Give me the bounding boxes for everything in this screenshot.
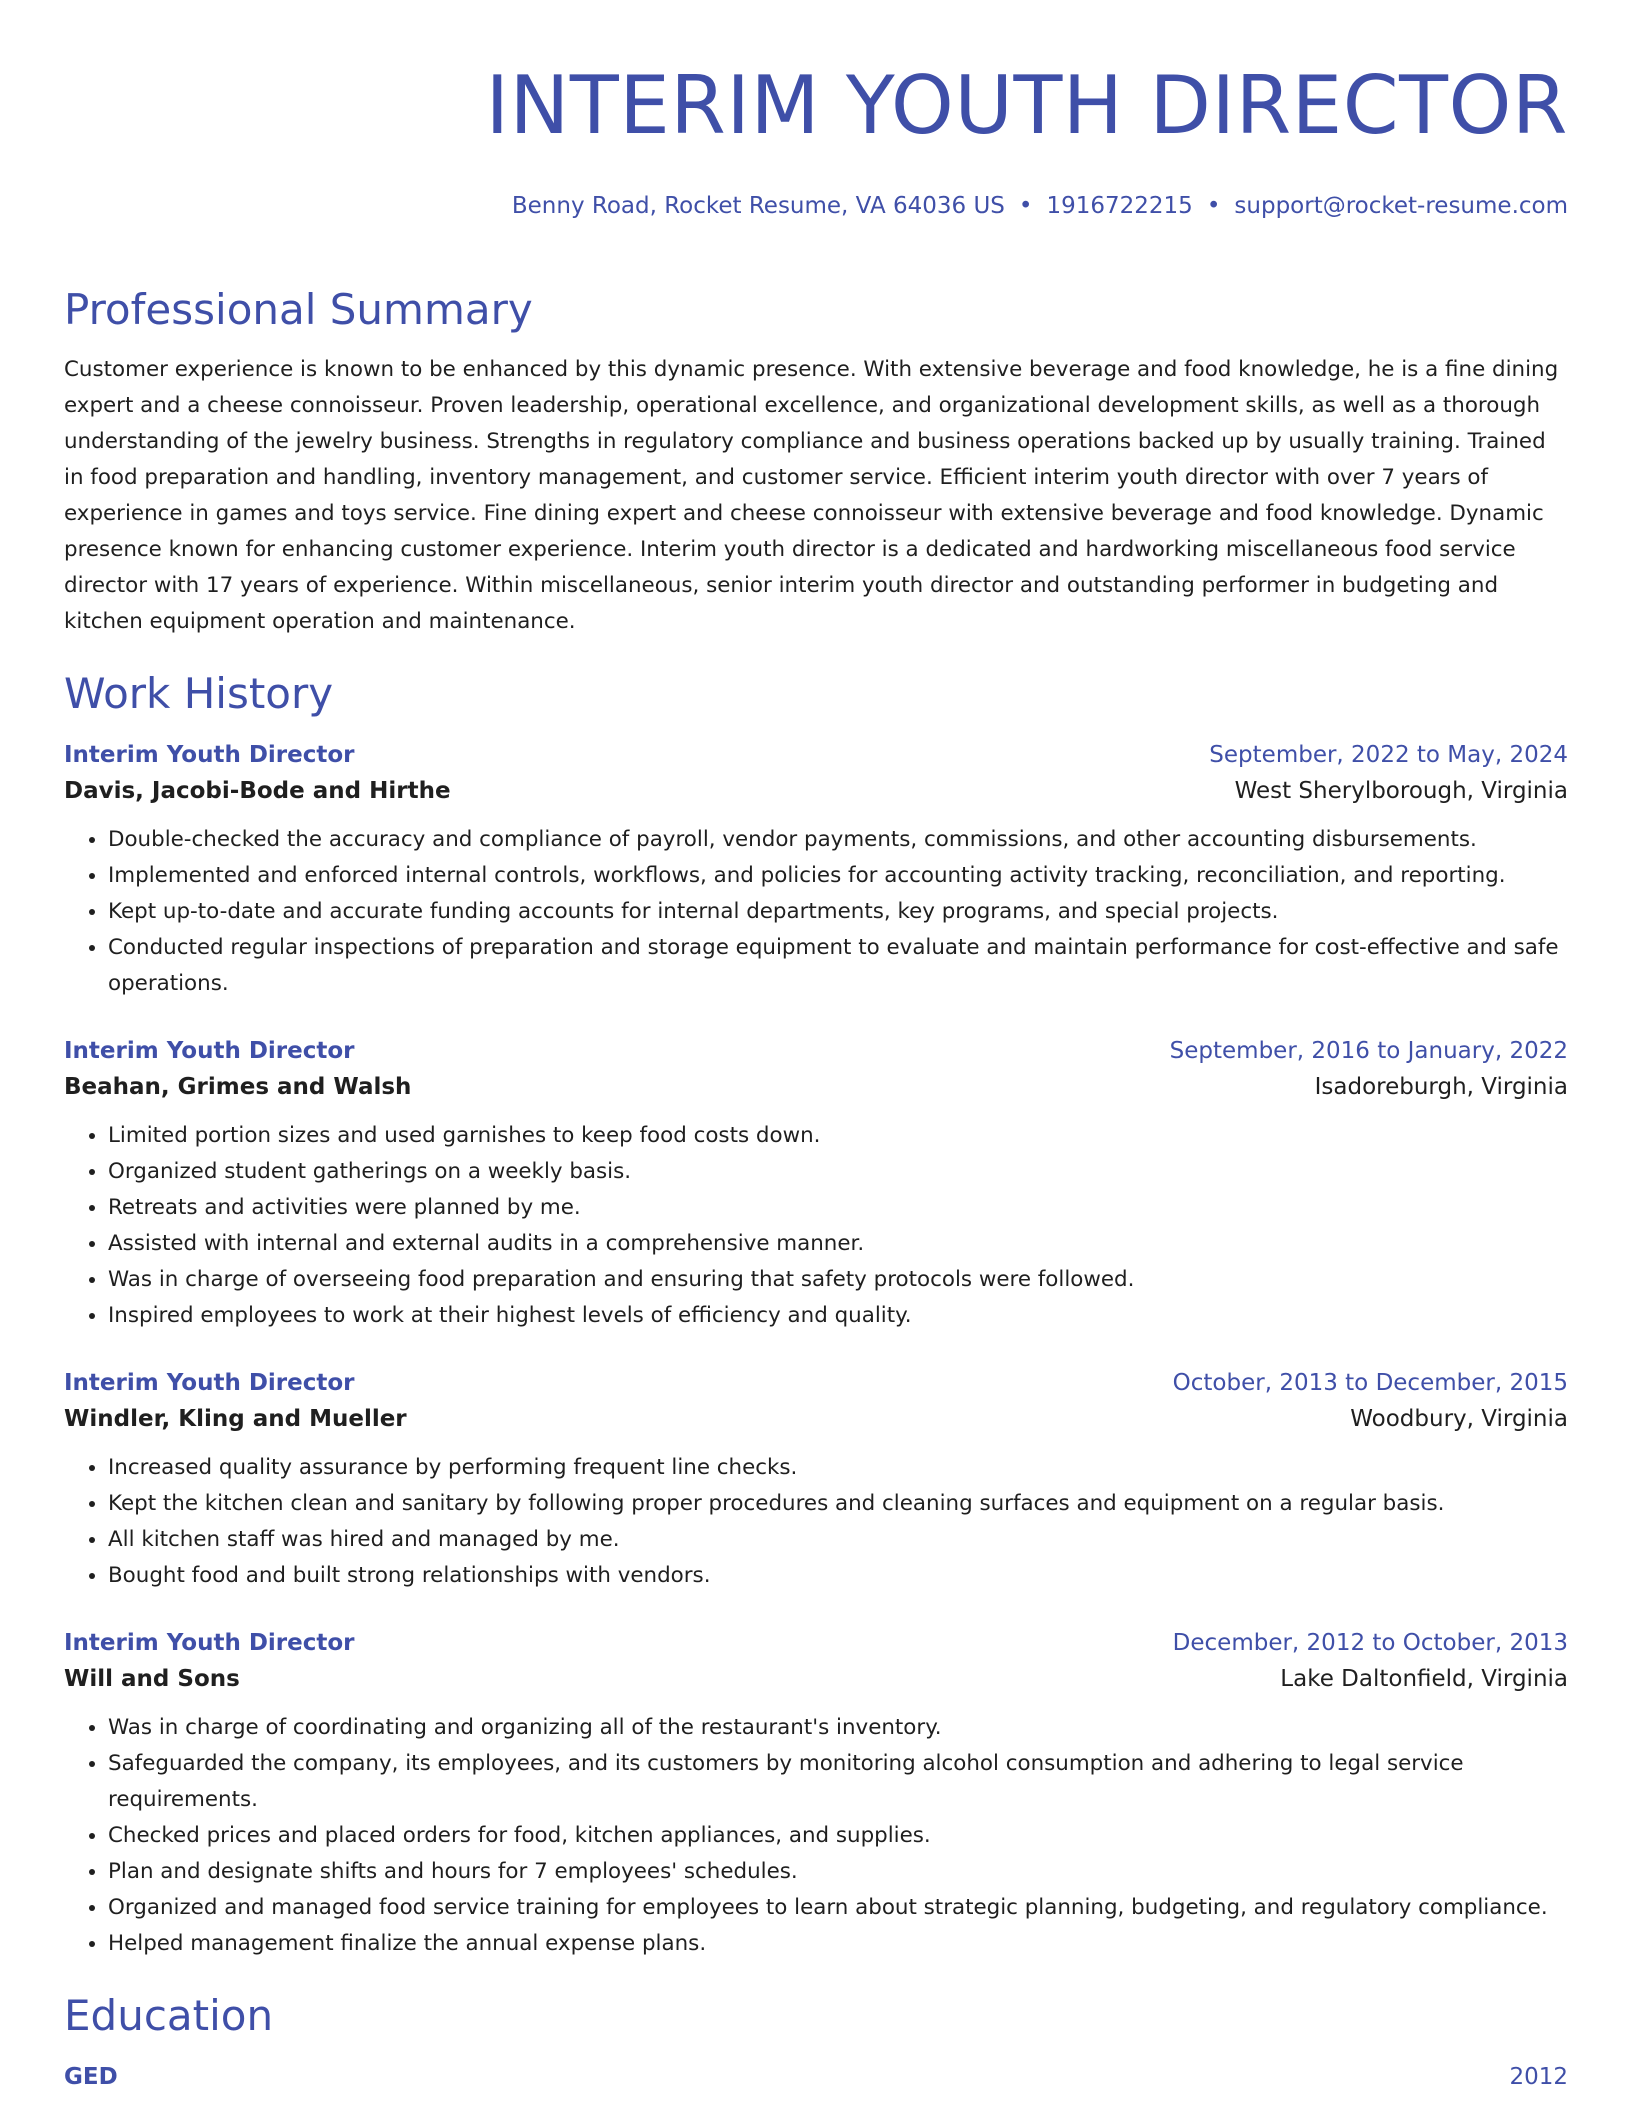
bullet-item: • Retreats and activities were planned by me. xyxy=(108,1190,1568,1226)
bullet-item: • Conducted regular inspections of preparation and storage equipment to evaluate and maintain performance for cost-effective and safe operations. xyxy=(108,930,1568,1002)
education-entry xyxy=(64,2060,1568,2094)
bullet-item: • Was in charge of coordinating and organizing all of the restaurant's inventory. xyxy=(108,1710,1568,1746)
job-bullets xyxy=(64,1450,1568,1594)
phone: 1916722215 xyxy=(1046,193,1193,219)
job-location: Lake Daltonfield, Virginia xyxy=(1280,1666,1568,1692)
bullet-item: • Kept the kitchen clean and sanitary by following proper procedures and cleaning surfaces and equipment on a regular basis. xyxy=(108,1486,1568,1522)
job-entry xyxy=(64,1034,1568,1334)
bullet-item: • Organized and managed food service training for employees to learn about strategic planning, budgeting, and regulatory compliance. xyxy=(108,1890,1568,1926)
bullet-item: • Safeguarded the company, its employees, and its customers by monitoring alcohol consumption and adhering to legal service requirements. xyxy=(108,1746,1568,1818)
job-title: Interim Youth Director xyxy=(64,1630,355,1656)
job-entry xyxy=(64,1366,1568,1594)
summary-text: Customer experience is known to be enhanced by this dynamic presence. With extensive beverage and food knowledge, he is a fine dining expert and a cheese connoisseur. Proven leadership, operational excellence, and organizational development skills, as well as a thorough understanding of the jewelry business. Strengths in regulatory compliance and business operations backed up by usually training. Trained in food preparation and handling, inventory management, and customer service. Efficient interim youth director with over 7 years of experience in games and toys service. Fine dining expert and cheese connoisseur with extensive beverage and food knowledge. Dynamic presence known for enhancing customer experience. Interim youth director is a dedicated and hardworking miscellaneous food service director with 17 years of experience. Within miscellaneous, senior interim youth director and outstanding performer in budgeting and kitchen equipment operation and maintenance. xyxy=(64,357,1559,634)
job-dates: September, 2016 to January, 2022 xyxy=(1169,1038,1568,1064)
education-year: 2012 xyxy=(1509,2064,1568,2090)
education-heading: Education xyxy=(64,1991,274,2040)
employer: Windler, Kling and Mueller xyxy=(64,1406,407,1432)
job-location: West Sherylborough, Virginia xyxy=(1234,778,1568,804)
bullet-item: • Assisted with internal and external audits in a comprehensive manner. xyxy=(108,1226,1568,1262)
employer: Beahan, Grimes and Walsh xyxy=(64,1074,412,1100)
bullet-item: • Increased quality assurance by performing frequent line checks. xyxy=(108,1450,1568,1486)
bullet-item: • Checked prices and placed orders for food, kitchen appliances, and supplies. xyxy=(108,1818,1568,1854)
job-entry xyxy=(64,738,1568,1002)
bullet-item: • Bought food and built strong relationships with vendors. xyxy=(108,1558,1568,1594)
employer: Will and Sons xyxy=(64,1666,240,1692)
bullet-item: • Double-checked the accuracy and compliance of payroll, vendor payments, commissions, and other accounting disbursements. xyxy=(108,822,1568,858)
candidate-name: INTERIM YOUTH DIRECTOR xyxy=(485,59,1568,152)
job-dates: December, 2012 to October, 2013 xyxy=(1172,1630,1568,1656)
bullet-item: • All kitchen staff was hired and managed by me. xyxy=(108,1522,1568,1558)
bullet-item: • Kept up-to-date and accurate funding accounts for internal departments, key programs, and special projects. xyxy=(108,894,1568,930)
contact-line xyxy=(64,190,1568,222)
bullet-item: • Plan and designate shifts and hours for 7 employees' schedules. xyxy=(108,1854,1568,1890)
job-dates: October, 2013 to December, 2015 xyxy=(1172,1370,1568,1396)
job-entry xyxy=(64,1626,1568,1962)
bullet-item: • Organized student gatherings on a weekly basis. xyxy=(108,1154,1568,1190)
job-bullets xyxy=(64,1710,1568,1962)
bullet-item: • Was in charge of overseeing food preparation and ensuring that safety protocols were followed. xyxy=(108,1262,1568,1298)
job-title: Interim Youth Director xyxy=(64,1038,355,1064)
work-history-heading: Work History xyxy=(64,669,334,718)
separator: • xyxy=(1018,193,1033,219)
job-location: Isadoreburgh, Virginia xyxy=(1314,1074,1568,1100)
summary-heading: Professional Summary xyxy=(64,285,533,334)
degree: GED xyxy=(64,2064,118,2090)
separator: • xyxy=(1206,193,1221,219)
job-bullets xyxy=(64,1118,1568,1334)
address: Benny Road, Rocket Resume, VA 64036 US xyxy=(511,193,1005,219)
job-dates: September, 2022 to May, 2024 xyxy=(1209,742,1568,768)
job-title: Interim Youth Director xyxy=(64,742,355,768)
bullet-item: • Inspired employees to work at their highest levels of efficiency and quality. xyxy=(108,1298,1568,1334)
job-title: Interim Youth Director xyxy=(64,1370,355,1396)
email-link[interactable]: support@rocket-resume.com xyxy=(1234,193,1568,219)
job-location: Woodbury, Virginia xyxy=(1350,1406,1568,1432)
bullet-item: • Limited portion sizes and used garnishes to keep food costs down. xyxy=(108,1118,1568,1154)
employer: Davis, Jacobi-Bode and Hirthe xyxy=(64,778,451,804)
bullet-item: • Implemented and enforced internal controls, workflows, and policies for accounting activity tracking, reconciliation, and reporting. xyxy=(108,858,1568,894)
job-bullets xyxy=(64,822,1568,1002)
bullet-item: • Helped management finalize the annual expense plans. xyxy=(108,1926,1568,1962)
resume-page xyxy=(64,0,1568,2094)
